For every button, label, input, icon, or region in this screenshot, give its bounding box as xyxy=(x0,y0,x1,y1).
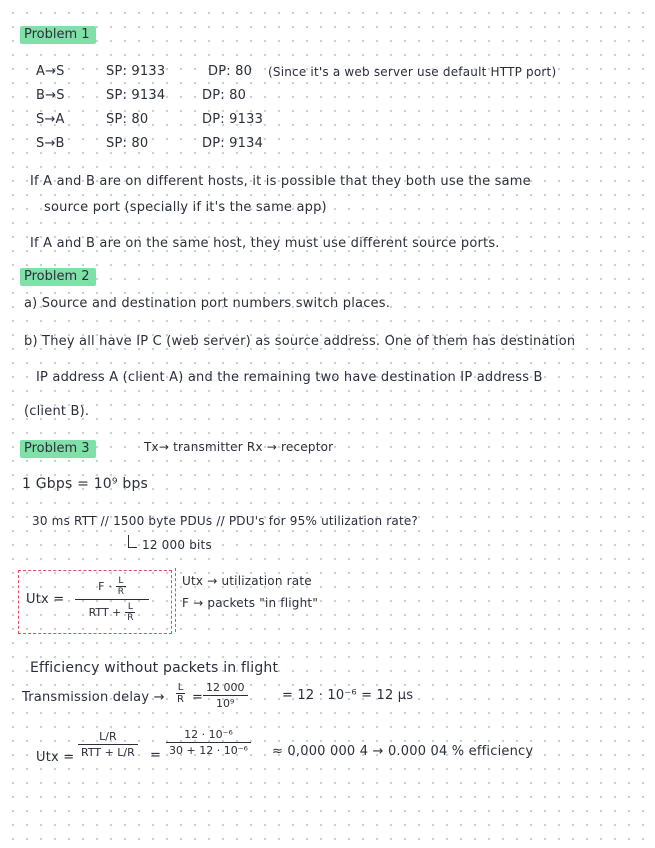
efficiency-heading: Efficiency without packets in flight xyxy=(30,660,279,676)
u-result: ≈ 0,000 000 4 → 0.000 04 % efficiency xyxy=(272,744,534,759)
p3-rate: 1 Gbps = 10⁹ bps xyxy=(22,476,149,492)
formula-bar xyxy=(75,599,149,600)
p2-b-line3: (client B). xyxy=(24,404,90,419)
u2-den: 30 + 12 · 10⁻⁶ xyxy=(169,744,248,757)
p3-tx-rx: Tx→ transmitter Rx → receptor xyxy=(144,440,334,454)
u-den: RTT + L/R xyxy=(81,746,135,759)
p1-row3-sp: SP: 80 xyxy=(106,112,149,127)
p1-line2: source port (specially if it's the same app) xyxy=(44,200,327,215)
p1-row1-sp: SP: 9133 xyxy=(106,64,166,79)
u-eq: = xyxy=(150,748,162,763)
formula-den-r: R xyxy=(127,613,134,623)
formula-numerator xyxy=(98,576,126,597)
formula-divider xyxy=(175,568,176,632)
tdelay-label: Transmission delay → xyxy=(22,690,165,705)
problem-2-heading: Problem 2 xyxy=(20,268,96,286)
formula-lhs: Utx = xyxy=(26,592,65,607)
p1-row1-note: (Since it's a web server use default HTTP port) xyxy=(268,65,557,79)
p1-row1-dp: DP: 80 xyxy=(208,64,253,79)
problem-3-heading: Problem 3 xyxy=(20,440,96,458)
p1-row4-dp: DP: 9134 xyxy=(202,136,264,151)
u-lhs: Utx = xyxy=(36,750,75,765)
u-fraction xyxy=(78,730,138,759)
p1-row4-sp: SP: 80 xyxy=(106,136,149,151)
formula-fraction xyxy=(72,576,152,623)
formula-l-over-r xyxy=(116,576,126,597)
legend-utilization: Utx → utilization rate xyxy=(182,574,312,588)
p3-given: 30 ms RTT // 1500 byte PDUs // PDU's for 95% utilization rate? xyxy=(32,514,419,528)
p2-a: a) Source and destination port numbers switch places. xyxy=(24,296,391,311)
p2-b-line2: IP address A (client A) and the remaining two have destination IP address B xyxy=(36,370,543,385)
tdelay-eq: = xyxy=(192,690,204,705)
tdelay-result: = 12 · 10⁻⁶ = 12 μs xyxy=(282,688,414,703)
tdelay-r: R xyxy=(177,694,184,705)
bits-pointer-mark xyxy=(128,535,137,548)
formula-den-l-over-r xyxy=(125,602,135,623)
formula-r: R xyxy=(117,587,125,597)
problem-1-heading: Problem 1 xyxy=(20,26,96,44)
tdelay-fraction xyxy=(203,681,248,710)
p1-row2-dp: DP: 80 xyxy=(202,88,247,103)
p3-bits: 12 000 bits xyxy=(142,538,212,552)
p1-line1: If A and B are on different hosts, it is possible that they both use the same xyxy=(30,174,531,189)
tdelay-den: 10⁹ xyxy=(216,697,235,710)
u-num: L/R xyxy=(99,730,117,743)
formula-den-l: L xyxy=(127,602,133,612)
formula-l: L xyxy=(118,576,124,586)
formula-dot: · xyxy=(108,580,112,593)
formula-f: F xyxy=(98,580,105,593)
formula-denominator xyxy=(89,602,136,623)
tdelay-lr-fraction xyxy=(176,682,185,705)
p1-row2-dir: B→S xyxy=(36,88,65,103)
u2-fraction xyxy=(166,728,251,757)
u2-num: 12 · 10⁻⁶ xyxy=(184,728,233,741)
p1-row2-sp: SP: 9134 xyxy=(106,88,166,103)
p1-row3-dp: DP: 9133 xyxy=(202,112,264,127)
tdelay-l: L xyxy=(177,682,184,693)
tdelay-num: 12 000 xyxy=(206,681,245,694)
legend-packets: F → packets "in flight" xyxy=(182,596,319,610)
formula-rtt: RTT + xyxy=(88,606,122,619)
p1-row1-dir: A→S xyxy=(36,64,65,79)
p2-b-line1: b) They all have IP C (web server) as source address. One of them has destination xyxy=(24,334,576,349)
p1-row4-dir: S→B xyxy=(36,136,65,151)
p1-row3-dir: S→A xyxy=(36,112,65,127)
p1-line3: If A and B are on the same host, they must use different source ports. xyxy=(30,236,500,251)
